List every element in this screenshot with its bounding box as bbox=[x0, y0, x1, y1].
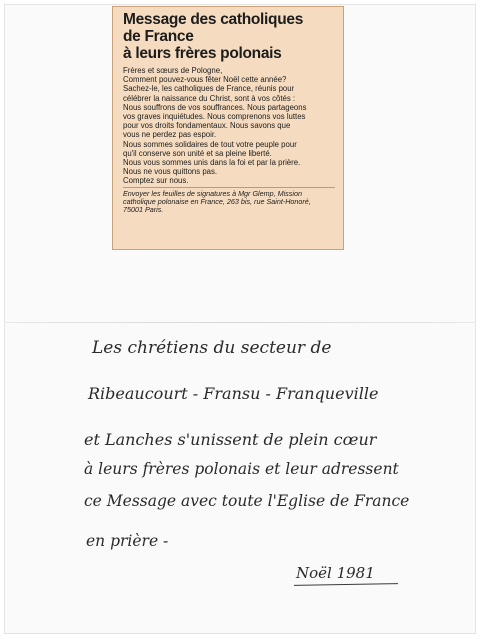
clipping-line: Frères et sœurs de Pologne, bbox=[123, 66, 223, 75]
handwritten-line: ce Message avec toute l'Eglise de France bbox=[84, 492, 410, 510]
clipping-line: célébrer la naissance du Christ, sont à vos côtés : bbox=[123, 93, 296, 103]
clipping-line: Comment pouvez-vous fêter Noël cette année? bbox=[123, 75, 287, 85]
clipping-title-line: de France bbox=[123, 28, 194, 45]
clipping-title bbox=[123, 11, 335, 62]
clipping-title-line: Message des catholiques bbox=[123, 11, 304, 28]
handwritten-line: à leurs frères polonais et leur adressent bbox=[84, 460, 399, 478]
clipping-note-line: 75001 Paris. bbox=[123, 206, 164, 215]
clipping-line: Nous sommes solidaires de tout votre peuple pour bbox=[123, 139, 297, 149]
clipping-note-line: catholique polonaise en France, 263 bis, rue Saint-Honoré, bbox=[123, 198, 311, 207]
clipping-line: Nous ne vous quittons pas. bbox=[123, 167, 218, 177]
clipping-line: vos graves inquiétudes. Nous comprenons vos luttes bbox=[123, 112, 306, 122]
paper-fold-line bbox=[4, 322, 476, 323]
signature-date: Noël 1981 bbox=[296, 564, 375, 582]
handwritten-line: Ribeaucourt - Fransu - Franqueville bbox=[88, 384, 379, 403]
clipping-line: Nous souffrons de vos souffrances. Nous partageons bbox=[123, 102, 307, 112]
clipping-title-line: à leurs frères polonais bbox=[123, 45, 282, 62]
clipping-line: Nous vous sommes unis dans la foi et par la prière. bbox=[123, 158, 301, 168]
handwritten-line: et Lanches s'unissent de plein cœur bbox=[84, 430, 377, 449]
clipping-line: vous ne perdez pas espoir. bbox=[123, 130, 217, 140]
handwritten-line: Les chrétiens du secteur de bbox=[92, 338, 332, 358]
clipping-note-line: Envoyer les feuilles de signatures à Mgr Glemp, Mission bbox=[123, 189, 302, 198]
newspaper-clipping bbox=[112, 6, 344, 250]
clipping-body bbox=[123, 66, 335, 215]
clipping-line: qu'il conserve son unité et sa pleine liberté. bbox=[123, 148, 272, 158]
clipping-line: Sachez-le, les catholiques de France, réunis pour bbox=[123, 84, 295, 94]
clipping-divider bbox=[123, 187, 335, 188]
clipping-line: pour vos droits fondamentaux. Nous savons que bbox=[123, 121, 291, 131]
handwritten-line: en prière - bbox=[86, 532, 169, 550]
clipping-line: Comptez sur nous. bbox=[123, 176, 189, 186]
